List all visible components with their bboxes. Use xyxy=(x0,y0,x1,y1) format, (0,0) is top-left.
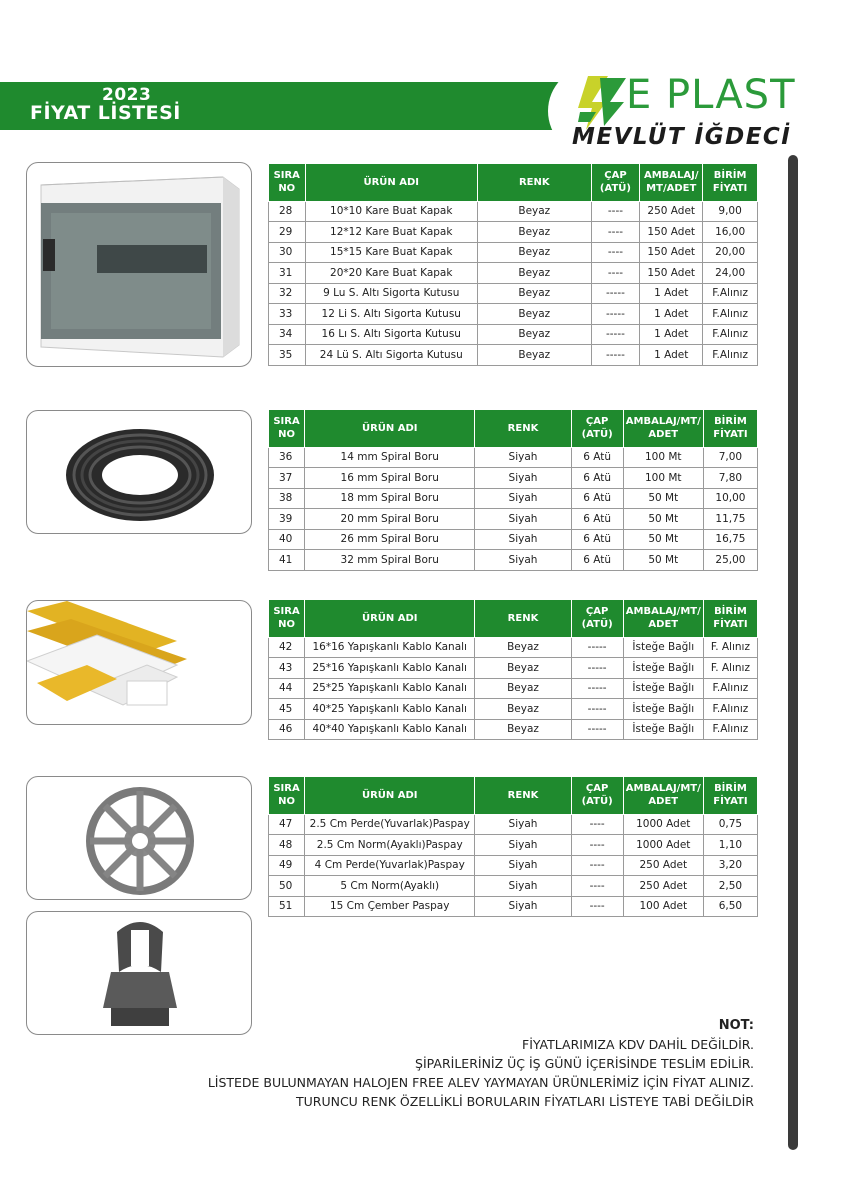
cell-renk: Siyah xyxy=(475,447,571,468)
spacer-wheel-image xyxy=(26,776,252,900)
cell-cap: 6 Atü xyxy=(571,550,623,571)
cell-sira-no: 33 xyxy=(269,304,306,325)
cell-cap: ----- xyxy=(591,345,640,366)
cell-birim-fiyati: F.Alınız xyxy=(703,283,758,304)
cell-urun-adi: 40*25 Yapışkanlı Kablo Kanalı xyxy=(305,699,475,720)
cell-ambalaj: İsteğe Bağlı xyxy=(623,719,703,740)
col-cap: ÇAP (ATÜ) xyxy=(571,777,623,814)
cell-sira-no: 46 xyxy=(269,719,305,740)
spiral-pipe-icon xyxy=(27,411,252,534)
cell-birim-fiyati: 16,75 xyxy=(703,529,757,550)
cell-urun-adi: 4 Cm Perde(Yuvarlak)Paspay xyxy=(305,855,475,876)
cell-ambalaj: 250 Adet xyxy=(623,855,703,876)
col-birim-fiyati: BİRİM FİYATI xyxy=(703,600,757,637)
cell-ambalaj: 50 Mt xyxy=(623,509,703,530)
col-sira-no: SIRA NO xyxy=(269,164,306,201)
table-row xyxy=(269,719,758,740)
cell-renk: Beyaz xyxy=(477,304,591,325)
table-row xyxy=(269,678,758,699)
header-year: 2023 xyxy=(102,85,152,105)
cell-sira-no: 36 xyxy=(269,447,305,468)
cell-cap: 6 Atü xyxy=(571,468,623,489)
cell-sira-no: 35 xyxy=(269,345,306,366)
cell-urun-adi: 12 Li S. Altı Sigorta Kutusu xyxy=(305,304,477,325)
cell-sira-no: 41 xyxy=(269,550,305,571)
cell-renk: Beyaz xyxy=(475,719,571,740)
cell-birim-fiyati: 3,20 xyxy=(703,855,757,876)
table-row xyxy=(269,283,758,304)
col-renk: RENK xyxy=(475,600,571,637)
cell-sira-no: 30 xyxy=(269,242,306,263)
price-table-3 xyxy=(268,600,758,740)
cell-sira-no: 45 xyxy=(269,699,305,720)
cell-renk: Beyaz xyxy=(477,324,591,345)
cell-sira-no: 31 xyxy=(269,263,306,284)
fuse-box-image xyxy=(26,162,252,367)
cell-renk: Siyah xyxy=(475,550,571,571)
logo-brand: E PLAST xyxy=(626,72,796,118)
table-row xyxy=(269,324,758,345)
cell-renk: Siyah xyxy=(475,488,571,509)
cell-birim-fiyati: F. Alınız xyxy=(703,658,757,679)
cell-sira-no: 29 xyxy=(269,222,306,243)
cell-cap: ---- xyxy=(591,201,640,222)
cell-sira-no: 44 xyxy=(269,678,305,699)
logo-owner: MEVLÜT İĞDECİ xyxy=(572,124,792,150)
spiral-pipe-image xyxy=(26,410,252,534)
col-renk: RENK xyxy=(475,777,571,814)
cell-urun-adi: 26 mm Spiral Boru xyxy=(305,529,475,550)
cell-sira-no: 38 xyxy=(269,488,305,509)
col-sira-no: SIRA NO xyxy=(269,410,305,447)
table-row xyxy=(269,345,758,366)
note-title: NOT: xyxy=(718,1018,754,1033)
cell-renk: Beyaz xyxy=(475,678,571,699)
cell-urun-adi: 16 Lı S. Altı Sigorta Kutusu xyxy=(305,324,477,345)
cell-birim-fiyati: 24,00 xyxy=(703,263,758,284)
cell-ambalaj: 100 Mt xyxy=(623,447,703,468)
cell-birim-fiyati: 2,50 xyxy=(703,876,757,897)
note-line: FİYATLARIMIZA KDV DAHİL DEĞİLDİR. xyxy=(522,1037,754,1052)
cell-cap: ----- xyxy=(571,699,623,720)
table-row xyxy=(269,263,758,284)
table-row xyxy=(269,488,758,509)
cell-sira-no: 49 xyxy=(269,855,305,876)
cell-cap: ---- xyxy=(571,876,623,897)
cell-cap: ----- xyxy=(571,637,623,658)
col-renk: RENK xyxy=(475,410,571,447)
price-table-2 xyxy=(268,410,758,571)
cell-cap: ---- xyxy=(571,896,623,917)
cell-sira-no: 37 xyxy=(269,468,305,489)
cell-birim-fiyati: F. Alınız xyxy=(703,637,757,658)
col-sira-no: SIRA NO xyxy=(269,600,305,637)
cell-renk: Siyah xyxy=(475,468,571,489)
cell-cap: ----- xyxy=(591,324,640,345)
cell-urun-adi: 16*16 Yapışkanlı Kablo Kanalı xyxy=(305,637,475,658)
cell-cap: ----- xyxy=(571,658,623,679)
cell-urun-adi: 20 mm Spiral Boru xyxy=(305,509,475,530)
cell-birim-fiyati: F.Alınız xyxy=(703,678,757,699)
table-row xyxy=(269,835,758,856)
cell-ambalaj: İsteğe Bağlı xyxy=(623,678,703,699)
cell-sira-no: 39 xyxy=(269,509,305,530)
price-table-4 xyxy=(268,777,758,917)
cell-ambalaj: 50 Mt xyxy=(623,488,703,509)
table-row xyxy=(269,699,758,720)
table-row xyxy=(269,242,758,263)
cell-cap: 6 Atü xyxy=(571,509,623,530)
table-row xyxy=(269,896,758,917)
cell-birim-fiyati: 7,00 xyxy=(703,447,757,468)
cell-urun-adi: 32 mm Spiral Boru xyxy=(305,550,475,571)
cell-cap: ----- xyxy=(591,283,640,304)
cell-urun-adi: 20*20 Kare Buat Kapak xyxy=(305,263,477,284)
cell-sira-no: 42 xyxy=(269,637,305,658)
cell-renk: Siyah xyxy=(475,896,571,917)
cell-renk: Siyah xyxy=(475,814,571,835)
cell-ambalaj: 1 Adet xyxy=(640,324,703,345)
cell-sira-no: 47 xyxy=(269,814,305,835)
cell-cap: ----- xyxy=(571,678,623,699)
cell-sira-no: 50 xyxy=(269,876,305,897)
cell-ambalaj: 150 Adet xyxy=(640,222,703,243)
cable-channel-icon xyxy=(27,601,252,725)
cell-urun-adi: 24 Lü S. Altı Sigorta Kutusu xyxy=(305,345,477,366)
cell-urun-adi: 25*25 Yapışkanlı Kablo Kanalı xyxy=(305,678,475,699)
cell-urun-adi: 15 Cm Çember Paspay xyxy=(305,896,475,917)
cell-renk: Beyaz xyxy=(477,222,591,243)
cell-birim-fiyati: 10,00 xyxy=(703,488,757,509)
cable-channel-image xyxy=(26,600,252,725)
col-sira-no: SIRA NO xyxy=(269,777,305,814)
cell-urun-adi: 16 mm Spiral Boru xyxy=(305,468,475,489)
cell-renk: Siyah xyxy=(475,509,571,530)
cell-urun-adi: 2.5 Cm Norm(Ayaklı)Paspay xyxy=(305,835,475,856)
cell-cap: ---- xyxy=(591,242,640,263)
cell-urun-adi: 10*10 Kare Buat Kapak xyxy=(305,201,477,222)
cell-ambalaj: 250 Adet xyxy=(623,876,703,897)
note-line: ŞİPARİLERİNİZ ÜÇ İŞ GÜNÜ İÇERİSİNDE TESLİM EDİLİR. xyxy=(415,1056,754,1071)
cell-ambalaj: 1 Adet xyxy=(640,304,703,325)
col-urun-adi: ÜRÜN ADI xyxy=(305,600,475,637)
cell-birim-fiyati: 1,10 xyxy=(703,835,757,856)
table-row xyxy=(269,550,758,571)
cell-birim-fiyati: 7,80 xyxy=(703,468,757,489)
cell-ambalaj: 1000 Adet xyxy=(623,835,703,856)
table-row xyxy=(269,509,758,530)
cell-renk: Siyah xyxy=(475,835,571,856)
col-ambalaj: AMBALAJ/ MT/ADET xyxy=(640,164,703,201)
col-renk: RENK xyxy=(477,164,591,201)
cell-ambalaj: 1 Adet xyxy=(640,283,703,304)
cell-cap: ----- xyxy=(591,304,640,325)
cell-sira-no: 32 xyxy=(269,283,306,304)
cell-birim-fiyati: 6,50 xyxy=(703,896,757,917)
cell-cap: ---- xyxy=(571,814,623,835)
table-row xyxy=(269,855,758,876)
table-row xyxy=(269,814,758,835)
cell-urun-adi: 25*16 Yapışkanlı Kablo Kanalı xyxy=(305,658,475,679)
price-table-1 xyxy=(268,164,758,366)
cell-ambalaj: 1 Adet xyxy=(640,345,703,366)
cell-birim-fiyati: 11,75 xyxy=(703,509,757,530)
cell-birim-fiyati: 20,00 xyxy=(703,242,758,263)
page-title xyxy=(30,86,181,122)
cell-urun-adi: 14 mm Spiral Boru xyxy=(305,447,475,468)
cell-cap: 6 Atü xyxy=(571,447,623,468)
table-row xyxy=(269,447,758,468)
cell-urun-adi: 2.5 Cm Perde(Yuvarlak)Paspay xyxy=(305,814,475,835)
cell-renk: Beyaz xyxy=(475,658,571,679)
cell-ambalaj: 50 Mt xyxy=(623,529,703,550)
fuse-box-icon xyxy=(27,163,252,367)
cell-renk: Siyah xyxy=(475,529,571,550)
cell-sira-no: 28 xyxy=(269,201,306,222)
cell-sira-no: 40 xyxy=(269,529,305,550)
cell-cap: ---- xyxy=(571,835,623,856)
cell-cap: ---- xyxy=(571,855,623,876)
col-urun-adi: ÜRÜN ADI xyxy=(305,410,475,447)
col-birim-fiyati: BİRİM FİYATI xyxy=(703,410,757,447)
cell-renk: Beyaz xyxy=(477,263,591,284)
table-row xyxy=(269,201,758,222)
cell-urun-adi: 15*15 Kare Buat Kapak xyxy=(305,242,477,263)
cell-ambalaj: 50 Mt xyxy=(623,550,703,571)
cell-renk: Beyaz xyxy=(475,699,571,720)
cell-birim-fiyati: F.Alınız xyxy=(703,345,758,366)
cell-birim-fiyati: F.Alınız xyxy=(703,324,758,345)
note-line: TURUNCU RENK ÖZELLİKLİ BORULARIN FİYATLARI LİSTEYE TABİ DEĞİLDİR xyxy=(295,1094,754,1109)
cell-urun-adi: 40*40 Yapışkanlı Kablo Kanalı xyxy=(305,719,475,740)
cell-ambalaj: 150 Adet xyxy=(640,263,703,284)
table-row xyxy=(269,876,758,897)
table-row xyxy=(269,637,758,658)
col-cap: ÇAP (ATÜ) xyxy=(571,600,623,637)
cell-ambalaj: 1000 Adet xyxy=(623,814,703,835)
table-row xyxy=(269,468,758,489)
col-urun-adi: ÜRÜN ADI xyxy=(305,777,475,814)
col-birim-fiyati: BİRİM FİYATI xyxy=(703,777,757,814)
cell-cap: ---- xyxy=(591,222,640,243)
cell-birim-fiyati: 0,75 xyxy=(703,814,757,835)
cell-ambalaj: İsteğe Bağlı xyxy=(623,699,703,720)
header-title: FİYAT LİSTESİ xyxy=(30,102,181,124)
cell-cap: 6 Atü xyxy=(571,488,623,509)
cell-cap: 6 Atü xyxy=(571,529,623,550)
cell-urun-adi: 9 Lu S. Altı Sigorta Kutusu xyxy=(305,283,477,304)
cell-ambalaj: 150 Adet xyxy=(640,242,703,263)
table-row xyxy=(269,304,758,325)
col-ambalaj: AMBALAJ/MT/ ADET xyxy=(623,777,703,814)
cell-renk: Beyaz xyxy=(475,637,571,658)
cell-birim-fiyati: 9,00 xyxy=(703,201,758,222)
cell-sira-no: 34 xyxy=(269,324,306,345)
col-urun-adi: ÜRÜN ADI xyxy=(305,164,477,201)
cell-renk: Siyah xyxy=(475,876,571,897)
col-cap: ÇAP (ATÜ) xyxy=(571,410,623,447)
cell-urun-adi: 18 mm Spiral Boru xyxy=(305,488,475,509)
table-row xyxy=(269,658,758,679)
cell-cap: ----- xyxy=(571,719,623,740)
col-ambalaj: AMBALAJ/MT/ ADET xyxy=(623,410,703,447)
cell-sira-no: 43 xyxy=(269,658,305,679)
cell-birim-fiyati: F.Alınız xyxy=(703,719,757,740)
cell-ambalaj: 250 Adet xyxy=(640,201,703,222)
col-cap: ÇAP (ATÜ) xyxy=(591,164,640,201)
cell-ambalaj: 100 Mt xyxy=(623,468,703,489)
cell-renk: Siyah xyxy=(475,855,571,876)
cell-urun-adi: 12*12 Kare Buat Kapak xyxy=(305,222,477,243)
col-birim-fiyati: BİRİM FİYATI xyxy=(703,164,758,201)
cell-birim-fiyati: 25,00 xyxy=(703,550,757,571)
spacer-wheel-icon xyxy=(27,777,252,900)
cell-birim-fiyati: 16,00 xyxy=(703,222,758,243)
cell-ambalaj: İsteğe Bağlı xyxy=(623,637,703,658)
cell-renk: Beyaz xyxy=(477,201,591,222)
cell-ambalaj: İsteğe Bağlı xyxy=(623,658,703,679)
cell-birim-fiyati: F.Alınız xyxy=(703,304,758,325)
cell-ambalaj: 100 Adet xyxy=(623,896,703,917)
cell-renk: Beyaz xyxy=(477,345,591,366)
cell-birim-fiyati: F.Alınız xyxy=(703,699,757,720)
side-bar xyxy=(788,155,798,1150)
cell-renk: Beyaz xyxy=(477,283,591,304)
note-block xyxy=(208,1016,754,1111)
table-row xyxy=(269,222,758,243)
note-line: LİSTEDE BULUNMAYAN HALOJEN FREE ALEV YAYMAYAN ÜRÜNLERİMİZ İÇİN FİYAT ALINIZ. xyxy=(207,1075,754,1090)
table-row xyxy=(269,529,758,550)
cell-renk: Beyaz xyxy=(477,242,591,263)
cell-sira-no: 48 xyxy=(269,835,305,856)
cell-sira-no: 51 xyxy=(269,896,305,917)
cell-cap: ---- xyxy=(591,263,640,284)
cell-urun-adi: 5 Cm Norm(Ayaklı) xyxy=(305,876,475,897)
col-ambalaj: AMBALAJ/MT/ ADET xyxy=(623,600,703,637)
